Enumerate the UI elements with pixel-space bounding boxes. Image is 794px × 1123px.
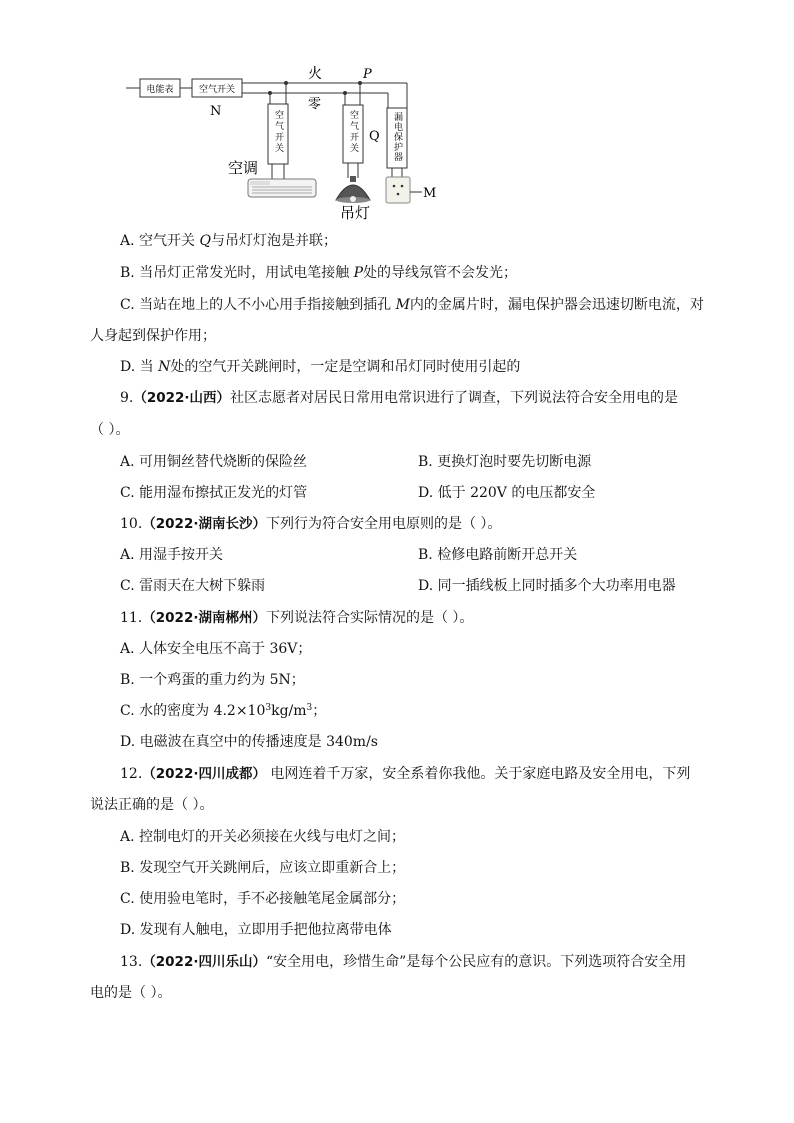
q10-source-tag: （2022·湖南长沙）: [142, 516, 266, 532]
q10-option-d: D. 同一插线板上同时插多个大功率用电器: [418, 578, 676, 594]
q9-option-b: B. 更换灯泡时要先切断电源: [418, 454, 592, 470]
main-switch-label: 空气开关: [198, 85, 236, 95]
q13-source-tag: （2022·四川乐山）: [142, 954, 266, 970]
lamp-label: 吊灯: [340, 204, 371, 222]
socket-icon: [386, 177, 410, 203]
neutral-label: 零: [308, 97, 322, 112]
q9-option-c: C. 能用湿布擦拭正发光的灯管: [120, 485, 308, 501]
q10-option-b: B. 检修电路前断开总开关: [418, 547, 578, 563]
air-conditioner-icon: [248, 179, 316, 197]
q13-stem: 13.（2022·四川乐山）“安全用电，珍惜生命”是每个公民应有的意识。下列选项符合安全用: [120, 954, 687, 970]
q12-option-c: C. 使用验电笔时，手不必接触笔尾金属部分；: [120, 891, 406, 907]
q9-source-tag: （2022·山西）: [133, 390, 231, 406]
q11-stem: 11.（2022·湖南郴州）下列说法符合实际情况的是（ ）。: [120, 610, 474, 626]
switch2-label: 空气开关: [348, 110, 358, 154]
q9-number: 9.: [120, 390, 134, 406]
q8-option-c: C. 当站在地上的人不小心用手指接触到插孔 M内的金属片时，漏电保护器会迅速切断电流，对: [120, 297, 704, 313]
ac-label: 空调: [228, 159, 259, 177]
point-p-label: P: [363, 67, 372, 82]
switch1-label: 空气开关: [273, 110, 283, 154]
q9-option-d: D. 低于 220V 的电压都安全: [418, 485, 596, 501]
q12-option-b: B. 发现空气开关跳闸后，应该立即重新合上；: [120, 860, 406, 876]
q10-option-a: A. 用湿手按开关: [120, 547, 224, 563]
point-m-label: M: [423, 186, 437, 201]
q9-stem: 9.（2022·山西）社区志愿者对居民日常用电常识进行了调查，下列说法符合安全用电的是: [120, 390, 679, 406]
q11-source-tag: （2022·湖南郴州）: [142, 610, 266, 626]
q10-option-c: C. 雷雨天在大树下躲雨: [120, 578, 266, 594]
q11-number: 11.: [120, 610, 143, 626]
q8-option-a: A. 空气开关 Q与吊灯灯泡是并联；: [120, 233, 337, 249]
meter-label: 电能表: [146, 85, 174, 95]
q8-option-d: D. 当 N处的空气开关跳闸时，一定是空调和吊灯同时使用引起的: [120, 359, 521, 375]
q12-option-a: A. 控制电灯的开关必须接在火线与电灯之间；: [120, 829, 406, 845]
q10-stem: 10.（2022·湖南长沙）下列行为符合安全用电原则的是（ ）。: [120, 516, 502, 532]
q12-stem: 12.（2022·四川成都） 电网连着千万家，安全系着你我他。关于家庭电路及安全用电，下列: [120, 766, 691, 782]
rcd-label: 漏电保护器: [392, 112, 402, 162]
q12-source-tag: （2022·四川成都）: [142, 766, 266, 782]
circuit-diagram: [110, 60, 450, 230]
q11-option-b: B. 一个鸡蛋的重力约为 5N；: [120, 672, 305, 688]
q13-number: 13.: [120, 954, 143, 970]
q11-option-d: D. 电磁波在真空中的传播速度是 340m/s: [120, 734, 378, 750]
q12-stem-continued: 说法正确的是（ ）。: [90, 797, 214, 813]
q11-option-c: C. 水的密度为 $4.2\times 10^3kg/m^3$；: [120, 703, 327, 719]
live-label: 火: [308, 66, 322, 82]
q9-option-a: A. 可用铜丝替代烧断的保险丝: [120, 454, 308, 470]
q11-option-a: A. 人体安全电压不高于 36V；: [120, 641, 312, 657]
q12-option-d: D. 发现有人触电，立即用手把他拉离带电体: [120, 922, 392, 938]
q8-option-c-continued: 人身起到保护作用；: [90, 328, 216, 344]
q12-number: 12.: [120, 766, 143, 782]
q8-option-b: B. 当吊灯正常发光时，用试电笔接触 P处的导线氖管不会发光；: [120, 265, 518, 281]
q13-stem-continued: 电的是（ ）。: [90, 985, 172, 1001]
pendant-lamp-icon: [336, 176, 370, 203]
q9-stem-continued: （ ）。: [90, 422, 130, 438]
point-n-label: N: [210, 104, 222, 119]
point-q-label: Q: [369, 129, 380, 144]
q10-number: 10.: [120, 516, 143, 532]
